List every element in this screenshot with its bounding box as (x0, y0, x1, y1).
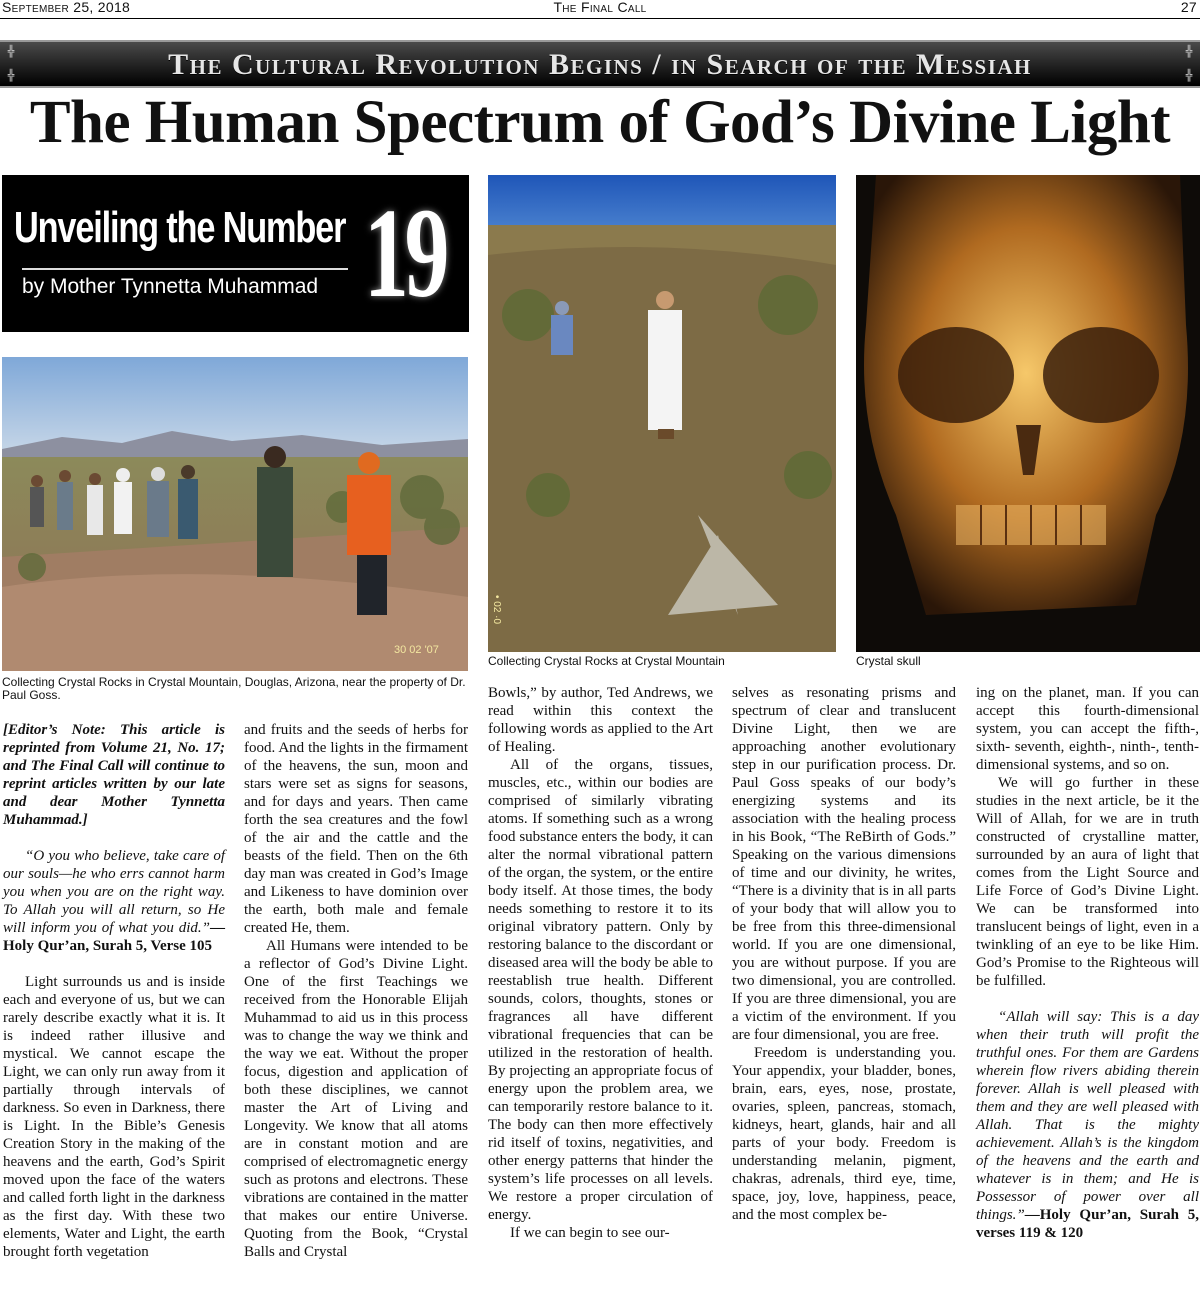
editors-note: [Editor’s Note: This article is reprinted from Volume 21, No. 17; and The Final Call will continue to reprint articles written by our late and dear Mother Tynnetta Muhammad.] (3, 722, 225, 828)
article-column-1 (3, 721, 225, 1261)
closing-quote-source: —Holy Qur’an, Surah 5, verses 119 & 120 (976, 1207, 1199, 1241)
photo-date-stamp: 30 02 '07 (394, 644, 439, 656)
paragraph: All of the organs, tissues, muscles, etc., within our bodies are comprised of similarly vibrating atoms. If something such as a wrong food substance enters the body, it can alter the normal vibrational pattern of the organ, the system, or the entire body itself. At those times, the body needs something to restore it to its original vibratory pattern. Only by restoring balance to the discordant or diseased area will the body be able to reestablish true health. Different sounds, colors, thoughts, stones or fragrances all have different vibrational frequencies that can be utilized in the restoration of health. By projecting an appropriate focus of energy upon the problem area, we can temporarily restore balance to it. The body can then more effectively rid itself of toxins, negativities, and other energy patterns that hinder the system’s life processes on all levels. We restore a proper circulation of energy. (488, 757, 713, 1223)
mountain-photo-image (488, 175, 836, 652)
paragraph: ing on the planet, man. If you can accept this fourth-dimensional system, you can accept the fifth-, sixth- seventh, eighth-, ninth-, tenth-dimensional systems, and so on. (976, 685, 1199, 773)
column-logo-rule (22, 268, 348, 270)
skull-photo-image (856, 175, 1200, 652)
page-folio (0, 0, 1200, 19)
series-banner (0, 40, 1200, 88)
column-logo-number: 19 (364, 182, 446, 324)
paragraph: selves as resonating prisms and spectrum of clear and translucent Divine Light, then we are approaching another evolutionary step in our purification process. Dr. Paul Goss speaks of our body’s energizing systems and its association with the healing process in his Book, “The ReBirth of Gods.” Speaking on the various dimensions of time and our divinity, he writes, “There is a divinity that is in all parts of your body that will allow you to be free from this three-dimensional world. If you are one dimensional, you are without purpose. If you are two dimensional, you are controlled. If you are three dimensional, you are a victim of the environment. If you are four dimensional, you are free. (732, 685, 956, 1043)
column-logo-byline: by Mother Tynnetta Muhammad (22, 275, 319, 298)
paragraph: Freedom is understanding you. Your appendix, your bladder, bones, brain, ears, eyes, nose, prostate, ovaries, spleen, pancreas, stomach, kidneys, heart, glands, hair and all parts of your body. Freedom is understanding melanin, pigment, chakras, adrenals, third eye, time, space, joy, love, happiness, peace, and the most complex be- (732, 1045, 956, 1223)
svg-text:• 02 ·0: • 02 ·0 (491, 595, 502, 625)
closing-quote (976, 1008, 1199, 1242)
opening-quote-text: “O you who believe, take care of our souls—he who errs cannot harm you when you are on the right way. To Allah you will all return, so He will inform you of what you did.” (3, 848, 225, 936)
page-number: 27 (1180, 0, 1197, 15)
paragraph: If we can begin to see our- (510, 1225, 670, 1241)
group-photo-caption: Collecting Crystal Rocks in Crystal Mountain, Douglas, Arizona, near the property of Dr. Paul Goss. (2, 675, 466, 702)
article-column-3 (488, 684, 713, 1242)
article-column-4 (732, 684, 956, 1224)
skull-photo-caption: Crystal skull (856, 654, 921, 668)
group-photo-image (2, 357, 468, 671)
opening-quote-source: —Holy Qur’an, Surah 5, Verse 105 (3, 920, 225, 954)
paragraph: We will go further in these studies in the next article, be it the Will of Allah, for we are in truth constructed of crystalline matter, surrounded by an aura of light that comes from the Light Source and Life Force of God’s Divine Light. We can be transformed into translucent beings of light, even in a twinkling of an eye to be like Him. God’s Promise to the Righteous will be fulfilled. (976, 775, 1199, 989)
banner-ornament-right-icon: ╬ ╬ (1185, 45, 1193, 82)
issue-date: September 25, 2018 (2, 0, 131, 15)
paragraph: and fruits and the seeds of herbs for food. And the lights in the firmament of the heavens, the sun, moon and stars were set as signs for seasons, and for days and years. Then came forth the sea creatures and the fowl of the air and the cattle and the beasts of the field. Then on the 6th day man was created in God’s Image and Likeness to have dominion over the earth, both male and female created He, them. (244, 722, 468, 936)
series-banner-text: The Cultural Revolution Begins / in Search of the Messiah (168, 48, 1032, 81)
skull-photo (856, 175, 1200, 652)
closing-quote-text: “Allah will say: This is a day when their truth will profit the truthful ones. For them are Gardens wherein flow rivers abiding therein forever. Allah is well pleased with them and they are well pleased with Allah. That is the mighty achievement. Allah’s is the kingdom of the heavens and the earth and whatever is in them; and He is Possessor of power over all things.” (976, 1009, 1199, 1223)
paragraph: Light surrounds us and is inside each and everyone of us, but we can rarely describe exactly what it is. It is indeed rather illusive and mystical. We cannot escape the Light, we can only run away from it partially through intervals of darkness. So even in Darkness, there is Light. In the Bible’s Genesis Creation Story in the making of the heavens and the earth, God’s Spirit moved upon the face of the waters and called forth light in the darkness as the first day. With these two elements, Water and Light, the earth brought forth vegetation (3, 974, 225, 1260)
mountain-photo-caption: Collecting Crystal Rocks at Crystal Mountain (488, 654, 725, 668)
paragraph: All Humans were intended to be a reflector of God’s Divine Light. One of the first Teachings we received from the Honorable Elijah Muhammad to aid us in this process was to change the way we think and the way we eat. Without the proper focus, digestion and application of both these disciplines, we cannot master the Art of Living and Longevity. We know that all atoms are in constant motion and are comprised of electromagnetic energy such as protons and electrons. These vibrations are contained in the matter that makes our entire Universe. Quoting from the Book, “Crystal Balls and Crystal (244, 938, 468, 1260)
banner-ornament-left-icon: ╬ ╬ (7, 45, 15, 82)
article-column-5 (976, 684, 1199, 1242)
article-headline: The Human Spectrum of God’s Divine Light (29, 89, 1171, 156)
paragraph: Bowls,” by author, Ted Andrews, we read within this context the following words as applied to the Art of Healing. (488, 685, 713, 755)
opening-quote (3, 847, 225, 955)
mountain-photo (488, 175, 836, 652)
group-photo (2, 357, 468, 671)
column-logo-title: Unveiling the Number (14, 203, 346, 252)
article-column-2 (244, 721, 468, 1261)
column-logo (2, 175, 469, 332)
newspaper-name: The Final Call (553, 0, 647, 15)
